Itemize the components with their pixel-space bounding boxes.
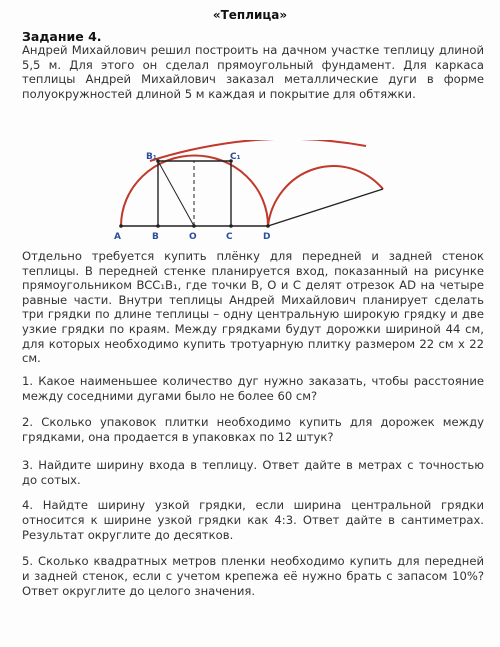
task-heading: Задание 4.: [22, 29, 102, 44]
question-3: 3. Найдите ширину входа в теплицу. Ответ дайте в метрах с точностью до сотых.: [22, 458, 484, 487]
point-A: [119, 224, 123, 228]
point-D: [266, 224, 270, 228]
back-arc: [268, 166, 383, 226]
intro-paragraph: Андрей Михайлович решил построить на дачном участке теплицу длиной 5,5 м. Для этого он сделал прямоугольный фундамент. Для каркаса теплицы Андрей Михайлович заказал металлические дуги в форме полуокружностей длиной 5 м каждая и покрытие для обтяжки.: [22, 43, 484, 101]
label-C: C: [226, 232, 233, 242]
label-B1: B₁: [146, 152, 157, 162]
point-O: [192, 224, 196, 228]
question-2: 2. Сколько упаковок плитки необходимо купить для дорожек между грядками, она продается в упаковках по 12 штук?: [22, 415, 484, 444]
label-B: B: [152, 232, 159, 242]
greenhouse-diagram: [0, 140, 500, 245]
document-title: «Теплица»: [212, 8, 288, 22]
details-paragraph: Отдельно требуется купить плёнку для передней и задней стенок теплицы. В передней стенке планируется вход, показанный на рисунке прямоугольником BCC₁B₁, где точки B, O и C делят отрезок AD на четыре равные части. Внутри теплицы Андрей Михайлович планирует сделать три грядки по длине теплицы – одну центральную широкую грядку и две узкие грядки по краям. Между грядками будут дорожки шириной 44 см, для которых необходимо купить тротуарную плитку размером 22 см х 22 см.: [22, 249, 484, 366]
label-D: D: [263, 232, 271, 242]
question-1: 1. Какое наименьшее количество дуг нужно заказать, чтобы расстояние между соседними дугами было не более 60 см?: [22, 374, 484, 403]
back-base-line: [268, 189, 383, 226]
point-B: [156, 224, 160, 228]
label-C1: C₁: [230, 152, 241, 162]
label-O: O: [189, 232, 197, 242]
question-5: 5. Сколько квадратных метров пленки необходимо купить для передней и задней стенок, если с учетом крепежа её нужно брать с запасом 10%? Ответ округлите до целого значения.: [22, 554, 484, 598]
label-A: A: [114, 232, 121, 242]
top-ridge-edge: [150, 140, 366, 161]
question-4: 4. Найдте ширину узкой грядки, если ширина центральной грядки относится к ширине узкой грядки как 4:3. Ответ дайте в сантиметрах. Результат округлите до десятков.: [22, 498, 484, 542]
radius-O-B1: [158, 161, 194, 226]
point-C: [229, 224, 233, 228]
